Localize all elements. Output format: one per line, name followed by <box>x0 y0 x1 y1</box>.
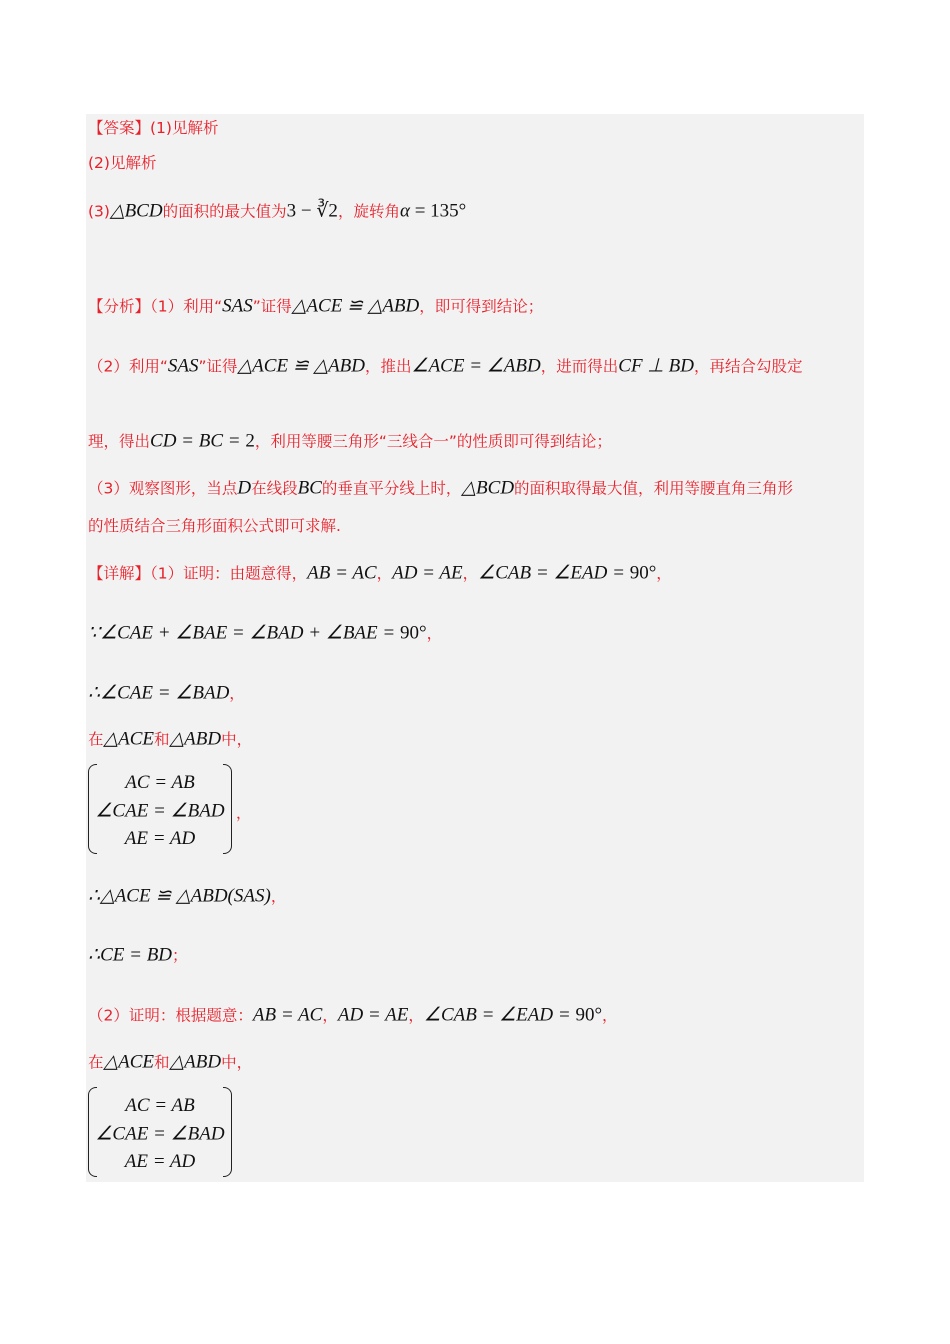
math-expression: 90° <box>399 622 427 644</box>
text-segment: （2）利用“ <box>88 357 168 376</box>
text-line <box>88 944 188 967</box>
text-segment: (2)见解析 <box>88 154 157 172</box>
text-segment: 在 <box>88 730 104 749</box>
math-expression: ∠CAB = ∠EAD = <box>423 1004 576 1026</box>
text-segment: 在线段 <box>251 479 298 498</box>
math-expression: ∠ACE = ∠ABD <box>411 355 541 377</box>
math-expression: 90° <box>575 1004 603 1026</box>
math-expression: ∵∠CAE + ∠BAE = ∠BAD + ∠BAE = <box>88 622 400 644</box>
text-segment: ， <box>408 1006 424 1025</box>
text-segment: 的面积的最大值为 <box>162 202 287 221</box>
text-segment: 的面积取得最大值，利用等腰直角三角形 <box>514 479 794 498</box>
equation-row: AC = AB <box>125 1095 195 1116</box>
text-segment: 和 <box>154 730 170 749</box>
text-line <box>88 355 802 378</box>
math-expression: SAS <box>222 295 253 317</box>
text-segment: ，再结合勾股定 <box>693 357 803 376</box>
math-expression: △ACE ≌ △ABD <box>291 295 420 317</box>
text-segment: ， <box>270 887 287 906</box>
equation-row: AE = AD <box>124 1151 196 1172</box>
math-expression: 2 <box>245 430 255 452</box>
math-expression: △ACE ≌ △ABD <box>237 355 366 377</box>
math-expression: D <box>237 477 252 499</box>
text-segment: (3) <box>88 202 110 221</box>
math-expression: BC <box>297 477 322 499</box>
math-expression: SAS <box>167 355 199 377</box>
equation-row: AE = AD <box>124 828 196 849</box>
math-expression: ∴CE = BD <box>88 944 173 966</box>
text-segment: ”证得 <box>252 297 292 316</box>
math-expression: 3 − ∛2 <box>286 200 338 222</box>
text-segment: 的垂直平分线上时， <box>321 479 462 498</box>
text-line <box>88 1051 252 1074</box>
math-expression: △ABD <box>169 728 222 750</box>
text-line <box>88 151 156 173</box>
math-expression: △ACE <box>103 728 155 750</box>
math-expression: = 135° <box>409 200 467 222</box>
text-segment: 和 <box>154 1053 170 1072</box>
text-segment: ，进而得出 <box>540 357 619 376</box>
text-segment: 在 <box>88 1053 104 1072</box>
text-line <box>88 622 442 645</box>
math-expression: △ACE <box>103 1051 155 1073</box>
text-segment: 理，得出 <box>88 432 151 451</box>
text-segment: ， <box>602 1006 618 1025</box>
equation-row: AC = AB <box>125 772 195 793</box>
text-segment: 中， <box>221 730 253 749</box>
text-line <box>88 728 252 751</box>
text-segment: 【分析】（1）利用“ <box>88 297 223 316</box>
equation-row: ∠CAE = ∠BAD <box>95 1123 225 1145</box>
text-line <box>88 682 245 705</box>
text-line <box>88 116 218 138</box>
math-expression: CD = BC = <box>150 430 246 452</box>
math-expression: ∴△ACE ≌ △ABD(SAS) <box>88 885 271 907</box>
suffix-punctuation: ， <box>236 804 252 822</box>
equation-row: ∠CAE = ∠BAD <box>95 800 225 822</box>
text-segment: ， <box>462 564 479 583</box>
text-segment: ，利用等腰三角形“三线合一”的性质即可得到结论； <box>254 432 612 451</box>
text-segment: ； <box>172 946 188 965</box>
text-segment: ，即可得到结论； <box>419 297 544 316</box>
text-segment: ，旋转角 <box>337 202 400 221</box>
math-expression: ∴∠CAE = ∠BAD <box>88 682 230 704</box>
text-segment: 【详解】（1）证明：由题意得， <box>88 564 308 583</box>
text-segment: ， <box>656 564 672 583</box>
text-segment: 中， <box>221 1053 253 1072</box>
text-line <box>88 885 286 908</box>
equation-system <box>88 1087 232 1179</box>
text-line <box>88 200 466 223</box>
math-expression: AB = AC <box>307 562 377 584</box>
text-line <box>88 562 672 585</box>
math-expression: AB = AC <box>252 1004 323 1026</box>
math-expression: 90° <box>629 562 657 584</box>
math-expression: △ABD <box>169 1051 222 1073</box>
math-expression: AD = AE <box>337 1004 409 1026</box>
equation-system <box>88 764 252 856</box>
text-line <box>88 1004 618 1027</box>
text-segment: 【答案】(1)见解析 <box>88 119 219 137</box>
math-expression: △BCD <box>461 477 515 499</box>
text-segment: ，推出 <box>365 357 412 376</box>
math-expression: ∠CAB = ∠EAD = <box>478 562 630 584</box>
text-segment: 的性质结合三角形面积公式即可求解. <box>88 517 341 535</box>
text-line <box>88 295 543 318</box>
text-line <box>88 514 341 536</box>
text-segment: ， <box>322 1006 338 1025</box>
text-segment: ， <box>426 624 443 643</box>
math-expression: △BCD <box>109 200 163 222</box>
text-segment: ， <box>376 564 393 583</box>
text-segment: ， <box>229 684 245 703</box>
math-expression: α <box>399 200 410 222</box>
text-segment: （2）证明：根据题意： <box>88 1006 253 1025</box>
math-expression: CF ⊥ BD <box>618 355 694 377</box>
text-segment: ”证得 <box>198 357 238 376</box>
math-expression: AD = AE <box>392 562 463 584</box>
text-line <box>88 430 612 453</box>
text-segment: （3）观察图形，当点 <box>88 479 238 498</box>
text-line <box>88 477 793 500</box>
